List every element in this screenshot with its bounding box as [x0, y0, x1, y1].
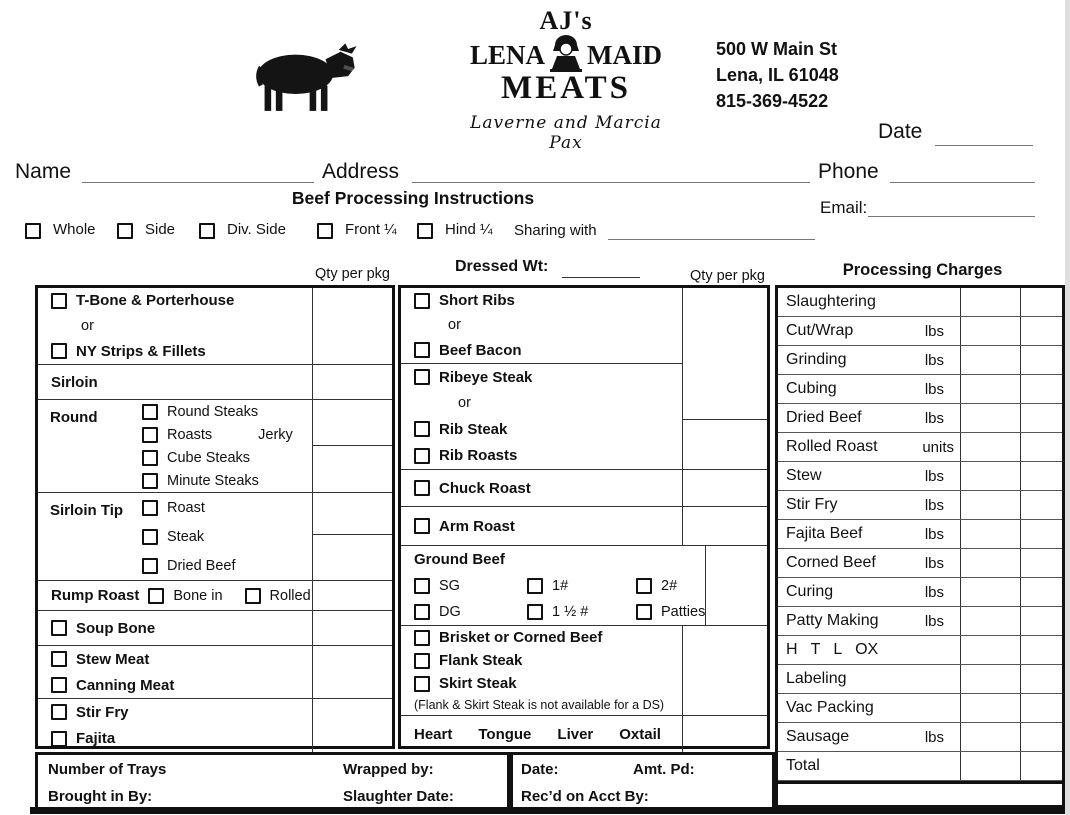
- table-section: [38, 581, 392, 611]
- checkbox[interactable]: [414, 480, 430, 496]
- number-of-trays-label: Number of Trays: [48, 761, 167, 778]
- table-section: [38, 400, 392, 493]
- slaughter-date-label: Slaughter Date:: [343, 788, 454, 805]
- charge-total-cell[interactable]: [1020, 549, 1062, 577]
- charge-total-cell[interactable]: [1020, 375, 1062, 403]
- charge-row: [778, 665, 1062, 694]
- charge-amount-cell[interactable]: [960, 462, 1020, 490]
- middle-cuts-table: [398, 285, 770, 749]
- checkbox[interactable]: [414, 342, 430, 358]
- item-label: DG: [439, 604, 461, 620]
- charge-unit: lbs: [924, 583, 944, 601]
- charge-amount-cell[interactable]: [960, 607, 1020, 635]
- phone-line[interactable]: [890, 162, 1035, 183]
- item-label: 1#: [552, 578, 569, 594]
- checkbox[interactable]: [51, 620, 67, 636]
- checkbox[interactable]: [142, 404, 158, 420]
- qty-per-pkg-cell[interactable]: [682, 507, 767, 545]
- checkbox-front-[interactable]: [317, 223, 333, 239]
- charge-total-cell[interactable]: [1020, 462, 1062, 490]
- item-label: Ribeye Steak: [439, 368, 533, 386]
- email-line[interactable]: [868, 198, 1035, 217]
- charge-unit: lbs: [924, 525, 944, 543]
- cut-option-label: Front ¼: [345, 221, 397, 238]
- charge-unit: lbs: [924, 380, 944, 398]
- charge-total-cell[interactable]: [1020, 520, 1062, 548]
- charge-total-cell[interactable]: [1020, 578, 1062, 606]
- charge-label: Slaughtering: [786, 293, 876, 310]
- checkbox[interactable]: [142, 427, 158, 443]
- charge-label: Patty Making: [786, 612, 879, 629]
- charge-total-cell[interactable]: [1020, 607, 1062, 635]
- qty-per-pkg-cell[interactable]: [312, 365, 392, 399]
- cut-option-label: Side: [145, 221, 176, 238]
- checkbox[interactable]: [414, 369, 430, 385]
- charge-label: Stir Fry: [786, 496, 838, 513]
- checkbox[interactable]: [142, 500, 158, 516]
- table-section: [401, 626, 767, 716]
- store-address: [716, 36, 839, 114]
- checkbox[interactable]: [245, 588, 261, 604]
- charge-label: Dried Beef: [786, 409, 862, 426]
- checkbox[interactable]: [636, 578, 652, 594]
- item-label: (Flank & Skirt Steak is not available for a DS): [414, 698, 665, 712]
- table-section: [401, 716, 767, 752]
- charge-total-cell[interactable]: [1020, 433, 1062, 461]
- charge-amount-cell[interactable]: [960, 346, 1020, 374]
- charge-total-cell[interactable]: [1020, 665, 1062, 693]
- item-label: Arm Roast: [439, 517, 515, 535]
- qty-per-pkg-header-left: Qty per pkg: [315, 266, 390, 282]
- item-label: or: [448, 317, 461, 334]
- checkbox[interactable]: [414, 293, 430, 309]
- charge-amount-cell[interactable]: [960, 491, 1020, 519]
- charge-unit: units: [922, 438, 954, 456]
- charge-row: [778, 723, 1062, 752]
- charge-row: [778, 317, 1062, 346]
- checkbox-hind-[interactable]: [417, 223, 433, 239]
- table-section: [401, 507, 767, 546]
- checkbox[interactable]: [142, 473, 158, 489]
- email-label: Email:: [820, 198, 868, 217]
- charge-amount-cell[interactable]: [960, 578, 1020, 606]
- recd-on-acct-label: Rec’d on Acct By:: [521, 788, 649, 805]
- item-label: Skirt Steak: [439, 675, 517, 692]
- charge-label: Vac Packing: [786, 699, 874, 716]
- charge-amount-cell[interactable]: [960, 549, 1020, 577]
- charge-row: [778, 549, 1062, 578]
- left-cuts-table: [35, 285, 395, 749]
- checkbox[interactable]: [148, 588, 164, 604]
- qty-subcell[interactable]: [683, 364, 767, 420]
- item-label: Brisket or Corned Beef: [439, 629, 603, 646]
- form-title: Beef Processing Instructions: [291, 188, 535, 208]
- item-label: Stew Meat: [76, 650, 150, 668]
- qty-per-pkg-cell[interactable]: [312, 699, 392, 752]
- scan-edge: [1065, 0, 1070, 815]
- checkbox[interactable]: [414, 676, 430, 692]
- charge-row: [778, 636, 1062, 665]
- dressed-wt-label: Dressed Wt:: [455, 258, 549, 275]
- charge-label: Labeling: [786, 670, 847, 687]
- brand-logo: [452, 6, 680, 153]
- item-label: 2#: [661, 578, 678, 594]
- trays-box: [35, 752, 510, 810]
- qty-per-pkg-cell[interactable]: [682, 288, 767, 364]
- item-label: Canning Meat: [76, 676, 175, 694]
- address-line: 500 W Main St: [716, 39, 838, 59]
- charge-row: [778, 694, 1062, 723]
- charge-total-cell[interactable]: [1020, 346, 1062, 374]
- checkbox[interactable]: [527, 604, 543, 620]
- cut-option-label: Hind ¼: [445, 221, 493, 238]
- checkbox[interactable]: [414, 421, 430, 437]
- cut-option-label: Div. Side: [227, 221, 286, 238]
- address-label: Address: [322, 160, 400, 183]
- charge-label: Cubing: [786, 380, 837, 397]
- charge-row: [778, 375, 1062, 404]
- processing-charges-header: Processing Charges: [842, 261, 1003, 279]
- charge-total-cell[interactable]: [1020, 491, 1062, 519]
- dressed-wt-line[interactable]: [562, 260, 640, 278]
- checkbox[interactable]: [414, 578, 430, 594]
- section-label: Round: [50, 409, 98, 426]
- item-label: Liver: [557, 725, 594, 743]
- charge-total-cell[interactable]: [1020, 723, 1062, 751]
- qty-per-pkg-cell[interactable]: [312, 288, 392, 364]
- checkbox-div-side[interactable]: [199, 223, 215, 239]
- charge-unit: lbs: [924, 322, 944, 340]
- item-label: Patties: [661, 604, 706, 620]
- item-label: Cube Steaks: [167, 449, 251, 466]
- phone-line: 815-369-4522: [716, 91, 829, 111]
- checkbox-side[interactable]: [117, 223, 133, 239]
- charge-row: [778, 433, 1062, 462]
- qty-per-pkg-cell[interactable]: [705, 546, 767, 625]
- item-label: Sirloin: [51, 373, 98, 391]
- qty-per-pkg-cell[interactable]: [312, 646, 392, 698]
- phone-label: Phone: [818, 160, 879, 183]
- qty-per-pkg-cell[interactable]: [682, 470, 767, 506]
- item-label: Minute Steaks: [167, 472, 259, 489]
- charge-total-cell[interactable]: [1020, 636, 1062, 664]
- charge-unit: lbs: [924, 351, 944, 369]
- table-section: [401, 288, 767, 364]
- checkbox[interactable]: [51, 293, 67, 309]
- charge-label: Stew: [786, 467, 822, 484]
- charge-label: Corned Beef: [786, 554, 876, 571]
- charge-unit: lbs: [924, 612, 944, 630]
- qty-subcell[interactable]: [313, 493, 392, 535]
- item-label: Stir Fry: [76, 703, 129, 721]
- checkbox[interactable]: [414, 518, 430, 534]
- item-label: Roasts: [167, 426, 213, 443]
- brand-name-right: MAID: [587, 39, 662, 70]
- processing-charges-table: [775, 285, 1065, 808]
- charge-row: [778, 288, 1062, 317]
- item-label: Heart: [414, 725, 453, 743]
- item-label: T-Bone & Porterhouse: [76, 292, 235, 310]
- charge-label: Sausage: [786, 728, 850, 745]
- checkbox[interactable]: [51, 677, 67, 693]
- item-label: Rib Steak: [439, 420, 508, 438]
- item-label: Rib Roasts: [439, 447, 518, 465]
- item-label: Soup Bone: [76, 619, 156, 637]
- qty-per-pkg-cell[interactable]: [312, 581, 392, 610]
- checkbox-whole[interactable]: [25, 223, 41, 239]
- charge-unit: lbs: [924, 728, 944, 746]
- checkbox[interactable]: [636, 604, 652, 620]
- charge-amount-cell[interactable]: [960, 433, 1020, 461]
- charge-label: Cut/Wrap: [786, 322, 854, 339]
- item-label: Flank Steak: [439, 652, 523, 669]
- charge-amount-cell[interactable]: [960, 723, 1020, 751]
- item-label: Jerky: [258, 426, 293, 443]
- charge-amount-cell[interactable]: [960, 288, 1020, 316]
- table-section: [38, 493, 392, 581]
- charge-row: [778, 520, 1062, 549]
- charge-total-cell[interactable]: [1020, 288, 1062, 316]
- checkbox[interactable]: [51, 651, 67, 667]
- charge-label: Total: [786, 757, 820, 774]
- name-label: Name: [15, 160, 72, 183]
- item-label: Short Ribs: [439, 292, 515, 310]
- item-label: NY Strips & Fillets: [76, 342, 206, 360]
- table-section: [401, 470, 767, 507]
- charge-amount-cell[interactable]: [960, 317, 1020, 345]
- charge-row: [778, 491, 1062, 520]
- charge-row: [778, 404, 1062, 433]
- qty-per-pkg-cell[interactable]: [682, 364, 767, 469]
- brand-name-left: LENA: [469, 39, 545, 70]
- charge-unit: lbs: [924, 409, 944, 427]
- checkbox[interactable]: [51, 343, 67, 359]
- charges-notes-box[interactable]: [778, 781, 1062, 805]
- table-section: [38, 611, 392, 646]
- brand-tagline: Laverne and Marcia Pax: [470, 113, 662, 153]
- checkbox[interactable]: [414, 604, 430, 620]
- charge-amount-cell[interactable]: [960, 665, 1020, 693]
- date-line[interactable]: [935, 125, 1033, 146]
- item-label: or: [458, 395, 471, 412]
- charge-label: H T L OX: [786, 641, 879, 658]
- item-label: 1 ½ #: [552, 604, 589, 620]
- charge-label: Grinding: [786, 351, 847, 368]
- table-section: [401, 546, 767, 626]
- wrapped-by-label: Wrapped by:: [343, 761, 434, 778]
- charge-label: Curing: [786, 583, 834, 600]
- item-label: Bone in: [173, 587, 223, 604]
- checkbox[interactable]: [527, 578, 543, 594]
- charge-unit: lbs: [924, 496, 944, 514]
- table-section: [38, 646, 392, 699]
- checkbox[interactable]: [142, 558, 158, 574]
- item-label: or: [81, 317, 94, 334]
- table-section: [38, 288, 392, 365]
- name-line[interactable]: [82, 162, 314, 183]
- brand-name-bottom: MEATS: [501, 70, 631, 106]
- item-label: Round Steaks: [167, 403, 259, 420]
- charge-total-cell[interactable]: [1020, 752, 1062, 780]
- table-section: [38, 365, 392, 400]
- charge-total-cell[interactable]: [1020, 317, 1062, 345]
- checkbox[interactable]: [142, 450, 158, 466]
- address-line: Lena, IL 61048: [716, 65, 839, 85]
- brought-in-by-label: Brought in By:: [48, 788, 153, 805]
- checkbox[interactable]: [414, 630, 430, 646]
- date-label: Date: [878, 120, 923, 143]
- table-section: [401, 364, 767, 470]
- checkbox[interactable]: [414, 653, 430, 669]
- charge-row: [778, 346, 1062, 375]
- charge-amount-cell[interactable]: [960, 752, 1020, 780]
- charge-unit: lbs: [924, 467, 944, 485]
- item-label: Rolled: [269, 587, 311, 604]
- checkbox[interactable]: [142, 529, 158, 545]
- charge-amount-cell[interactable]: [960, 404, 1020, 432]
- cut-option-label: Whole: [53, 221, 96, 238]
- charge-amount-cell[interactable]: [960, 375, 1020, 403]
- charge-label: Rolled Roast: [786, 438, 878, 455]
- charge-row: [778, 607, 1062, 636]
- charge-row: [778, 752, 1062, 781]
- qty-per-pkg-cell[interactable]: [682, 716, 767, 752]
- qty-subcell[interactable]: [313, 400, 392, 446]
- item-label: Tongue: [478, 725, 532, 743]
- item-label: Fajita: [76, 730, 116, 748]
- item-label: Beef Bacon: [439, 341, 522, 359]
- charge-unit: lbs: [924, 554, 944, 572]
- brand-name-top: AJ's: [539, 6, 593, 35]
- item-label: Dried Beef: [167, 557, 236, 574]
- item-label: Ground Beef: [414, 551, 505, 568]
- item-label: Oxtail: [619, 725, 661, 743]
- address-line-field[interactable]: [412, 162, 810, 183]
- charge-total-cell[interactable]: [1020, 694, 1062, 722]
- section-label: Sirloin Tip: [50, 502, 124, 519]
- item-label: Roast: [167, 499, 205, 516]
- charge-amount-cell[interactable]: [960, 694, 1020, 722]
- item-label: SG: [439, 578, 460, 594]
- checkbox[interactable]: [414, 448, 430, 464]
- item-label: Rump Roast: [51, 587, 140, 604]
- qty-per-pkg-cell[interactable]: [312, 493, 392, 580]
- amt-pd-label: Amt. Pd:: [633, 761, 695, 778]
- checkbox[interactable]: [51, 731, 67, 747]
- charge-row: [778, 462, 1062, 491]
- charge-label: Fajita Beef: [786, 525, 863, 542]
- item-label: Chuck Roast: [439, 479, 531, 497]
- cow-icon: [243, 34, 365, 124]
- checkbox[interactable]: [51, 704, 67, 720]
- item-label: Steak: [167, 528, 205, 545]
- sharing-with-label: Sharing with: [514, 222, 597, 239]
- charge-row: [778, 578, 1062, 607]
- payment-box: [510, 752, 775, 810]
- qty-per-pkg-cell[interactable]: [312, 400, 392, 492]
- qty-per-pkg-cell[interactable]: [312, 611, 392, 645]
- table-section: [38, 699, 392, 752]
- charge-total-cell[interactable]: [1020, 404, 1062, 432]
- charge-amount-cell[interactable]: [960, 520, 1020, 548]
- qty-per-pkg-cell[interactable]: [682, 626, 767, 715]
- footer-date-label: Date:: [521, 761, 559, 778]
- sharing-with-line[interactable]: [608, 222, 815, 240]
- qty-per-pkg-header-mid: Qty per pkg: [690, 268, 765, 284]
- charge-amount-cell[interactable]: [960, 636, 1020, 664]
